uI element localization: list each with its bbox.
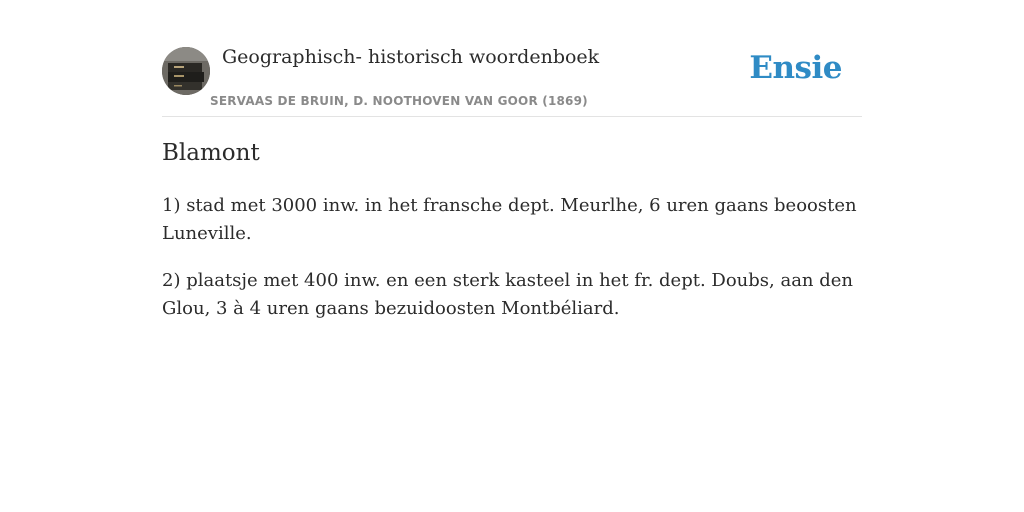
page-container	[162, 0, 862, 319]
book-author: SERVAAS DE BRUIN, D. NOOTHOVEN VAN GOOR (1869)	[210, 94, 588, 108]
book-header	[162, 0, 862, 117]
book-title[interactable]: Geographisch- historisch woordenboek	[222, 46, 600, 68]
definition-2: 2) plaatsje met 400 inw. en een sterk kasteel in het fr. dept. Doubs, aan den Glou, 3 à 4 uren gaans bezuidoosten Montbéliard.	[162, 270, 854, 319]
book-cover-icon[interactable]	[162, 47, 210, 95]
ensie-logo[interactable]: Ensie	[749, 50, 842, 86]
entry-title: Blamont	[162, 140, 260, 166]
book-cover-image	[162, 47, 210, 95]
definition-1: 1) stad met 3000 inw. in het fransche dept. Meurlhe, 6 uren gaans beoosten Luneville.	[162, 195, 857, 244]
